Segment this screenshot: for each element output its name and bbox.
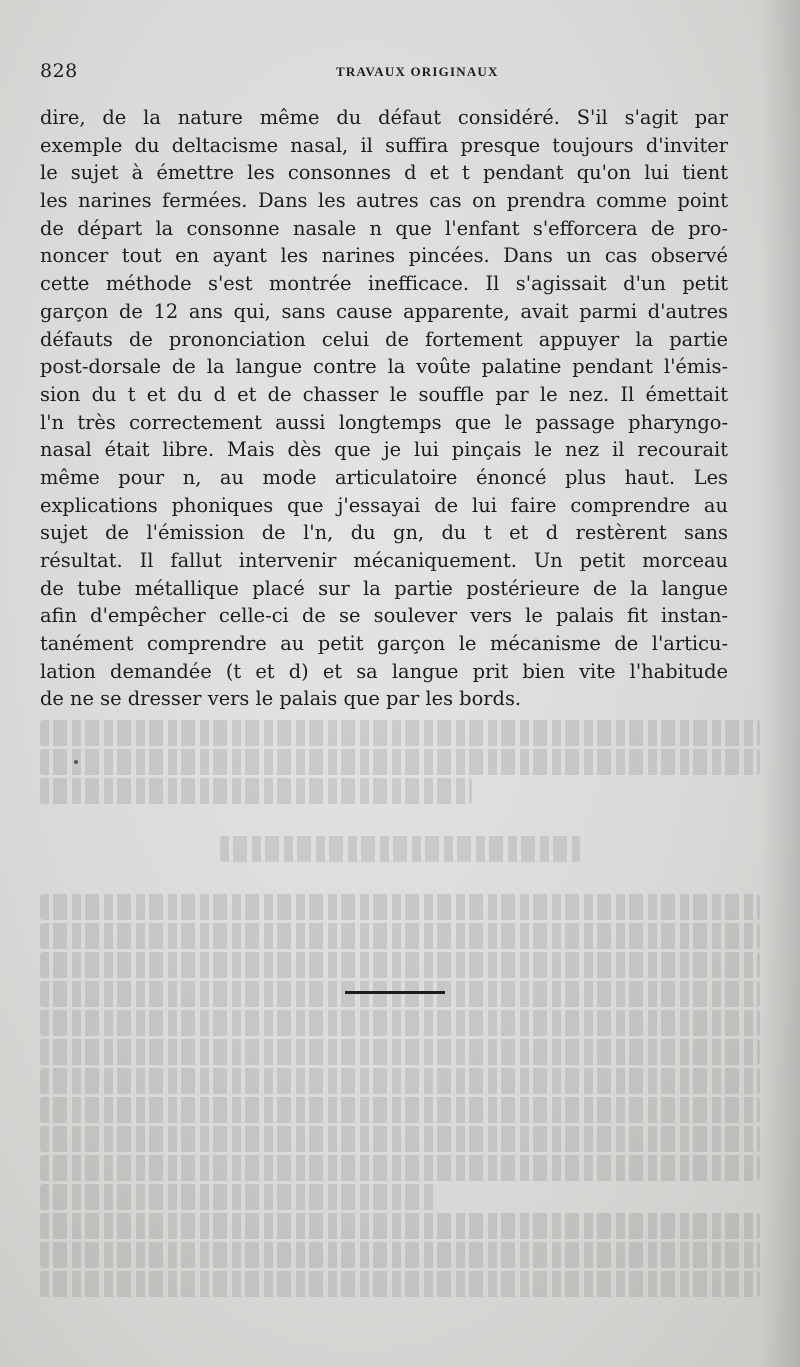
text-line: noncer tout en ayant les narines pincées. Dans un cas observé xyxy=(40,244,728,268)
text-line: lation demandée (t et d) et sa langue prit bien vite l'habitude xyxy=(40,659,728,683)
text-line: nasal était libre. Mais dès que je lui pinçais le nez il recourait xyxy=(40,438,728,462)
text-line: garçon de 12 ans qui, sans cause apparente, avait parmi d'autres xyxy=(40,299,728,323)
section-end-rule xyxy=(345,991,445,994)
body-text xyxy=(40,104,728,713)
running-head: TRAVAUX ORIGINAUX xyxy=(336,64,499,79)
text-line: de tube métallique placé sur la partie postérieure de la langue xyxy=(40,576,728,600)
text-line: les narines fermées. Dans les autres cas on prendra comme point xyxy=(40,189,728,213)
text-line: post-dorsale de la langue contre la voûte palatine pendant l'émis- xyxy=(40,355,728,379)
text-line: le sujet à émettre les consonnes d et t pendant qu'on lui tient xyxy=(40,161,728,185)
text-line: sion du t et du d et de chasser le souffle par le nez. Il émettait xyxy=(40,382,728,406)
text-line: sujet de l'émission de l'n, du gn, du t et d restèrent sans xyxy=(40,521,728,545)
text-line: exemple du deltacisme nasal, il suffira presque toujours d'inviter xyxy=(40,133,728,157)
text-line: cette méthode s'est montrée inefficace. Il s'agissait d'un petit xyxy=(40,272,728,296)
text-line: afin d'empêcher celle-ci de se soulever vers le palais fit instan- xyxy=(40,604,728,628)
text-line: défauts de prononciation celui de fortement appuyer la partie xyxy=(40,327,728,351)
bleed-through-texture xyxy=(40,720,760,1320)
text-line: dire, de la nature même du défaut considéré. S'il s'agit par xyxy=(40,106,728,129)
text-line: tanément comprendre au petit garçon le mécanisme de l'articu- xyxy=(40,632,728,656)
page-edge-shadow xyxy=(760,0,800,1367)
text-line-last: de ne se dresser vers le palais que par les bords. xyxy=(40,687,522,711)
text-line: résultat. Il fallut intervenir mécaniquement. Un petit morceau xyxy=(40,549,728,572)
page-header xyxy=(40,60,760,90)
page-number: 828 xyxy=(40,60,78,82)
ink-speck xyxy=(74,760,78,764)
text-line: de départ la consonne nasale n que l'enfant s'efforcera de pro- xyxy=(40,216,728,240)
text-line: même pour n, au mode articulatoire énoncé plus haut. Les xyxy=(40,465,728,489)
text-line: l'n très correctement aussi longtemps que le passage pharyngo- xyxy=(40,410,728,434)
text-line: explications phoniques que j'essayai de lui faire comprendre au xyxy=(40,493,728,517)
